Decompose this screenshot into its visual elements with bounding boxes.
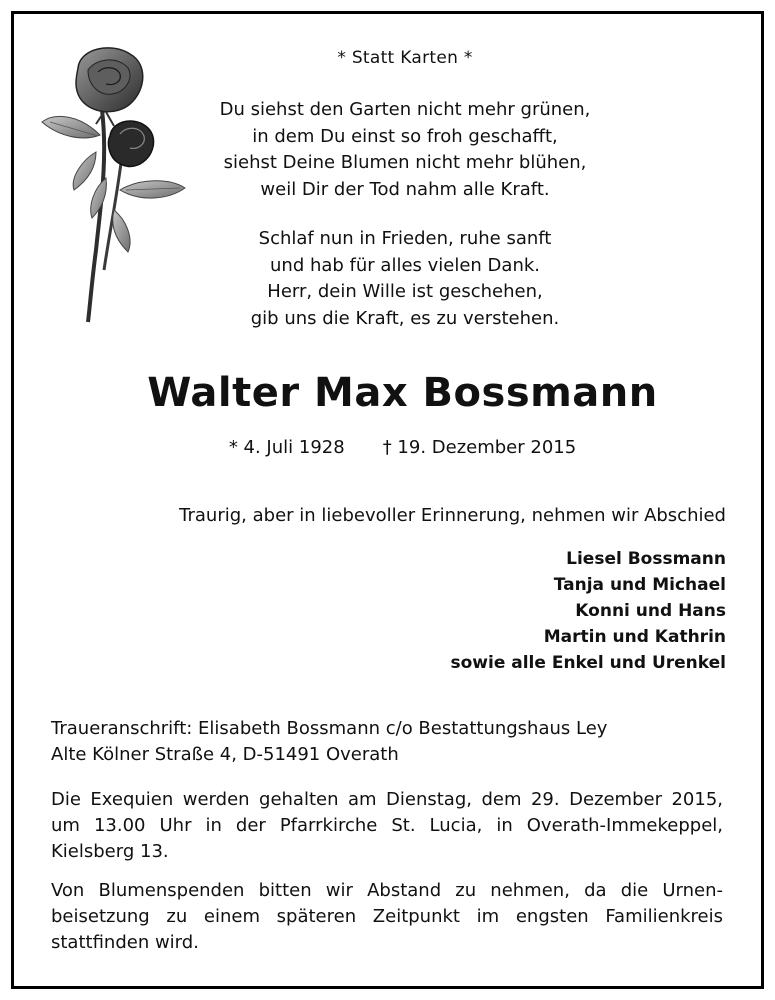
mourning-text: Traurig, aber in liebevoller Erinnerung, nehmen wir Abschied: [179, 505, 726, 526]
death-date: † 19. Dezember 2015: [382, 437, 577, 458]
poem-line: und hab für alles vielen Dank.: [270, 254, 540, 276]
flower-text: Von Blumenspenden bitten wir Abstand zu nehmen, da die Urnen-beisetzung zu einem späteren Zeitpunkt im engsten Familienkreis stattfinden wird.: [51, 880, 723, 953]
flower-notice: [51, 878, 723, 956]
poem-stanza-2: [180, 226, 630, 332]
family-member: Tanja und Michael: [553, 575, 726, 595]
poem-line: Du siehst den Garten nicht mehr grünen,: [219, 99, 591, 120]
family-list: [450, 546, 726, 676]
family-member: sowie alle Enkel und Urenkel: [450, 653, 726, 673]
address-line-2: Alte Kölner Straße 4, D-51491 Overath: [51, 744, 399, 765]
poem-line: Herr, dein Wille ist geschehen,: [267, 281, 543, 302]
address-line-1: Traueranschrift: Elisabeth Bossmann c/o Bestattungshaus Ley: [51, 718, 608, 739]
rose-icon: [30, 40, 200, 330]
poem-line: Schlaf nun in Frieden, ruhe sanft: [258, 228, 552, 249]
poem-line: siehst Deine Blumen nicht mehr blühen,: [223, 152, 587, 173]
exequien-notice: [51, 787, 723, 865]
poem-line: weil Dir der Tod nahm alle Kraft.: [260, 178, 550, 200]
life-dates: [80, 437, 725, 458]
poem-stanza-1: [180, 97, 630, 203]
birth-date: * 4. Juli 1928: [228, 437, 345, 458]
mourning-address: [51, 716, 723, 768]
deceased-name: Walter Max Bossmann: [147, 370, 658, 416]
family-member: Liesel Bossmann: [566, 549, 726, 569]
poem-line: gib uns die Kraft, es zu verstehen.: [250, 307, 560, 329]
family-member: Martin und Kathrin: [543, 627, 726, 647]
exequien-text: Die Exequien werden gehalten am Dienstag, dem 29. Dezember 2015, um 13.00 Uhr in der Pfarrkirche St. Lucia, in Overath-Immekeppel, Kielsberg 13.: [51, 789, 723, 862]
statt-karten-label: * Statt Karten *: [337, 48, 473, 68]
family-member: Konni und Hans: [575, 601, 726, 621]
poem-line: in dem Du einst so froh geschafft,: [252, 125, 558, 147]
